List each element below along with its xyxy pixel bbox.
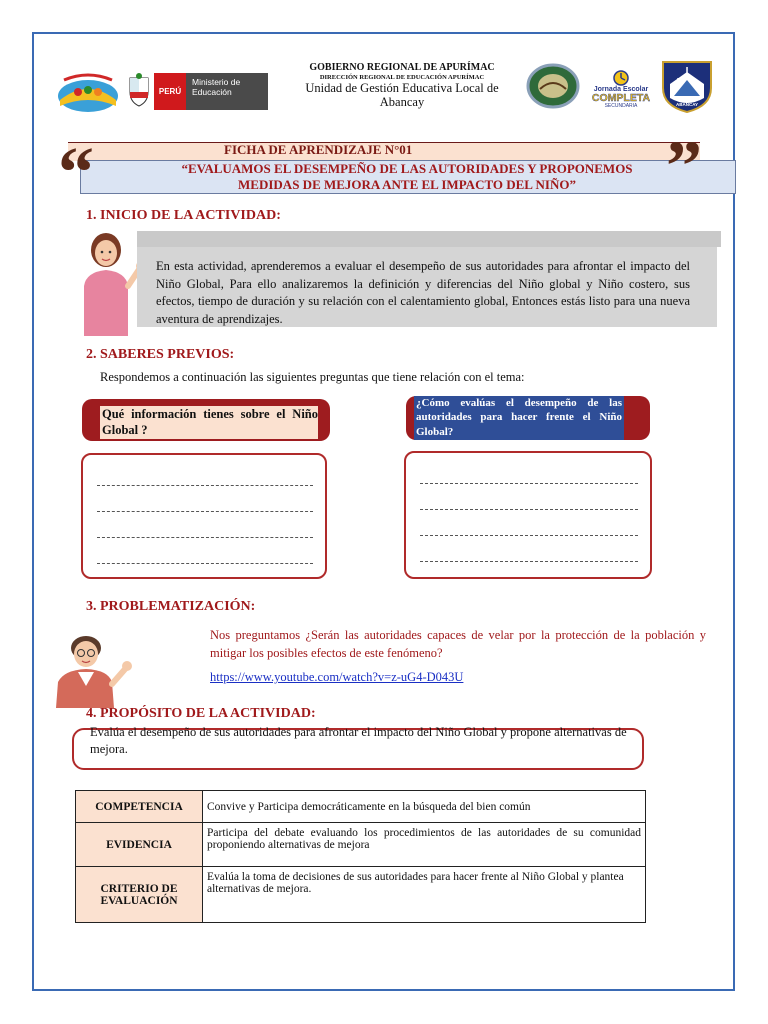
purpose-text: Evalúa el desempeño de sus autoridades para afrontar el impacto del Niño Global y propone alternativas de mejora. (90, 725, 627, 756)
main-title (92, 161, 722, 194)
ie-letters: I E (676, 66, 703, 88)
ministry-name: Ministerio de Educación (186, 73, 268, 110)
section-2-heading: 2. SABERES PREVIOS: (86, 347, 235, 362)
section-2-intro: Respondemos a continuación las siguientes preguntas que tiene relación con el tema: (100, 370, 525, 384)
intro-text: En esta actividad, aprenderemos a evaluar el desempeño de sus autoridades para afrontar el impacto del Niño Global, Para ello analizaremos la definición y diferencias del Niño global y Niño costero, sus efectos, tiempo de duración y su relación con el calentamiento global, Entonces estás listo para una nueva aventura de aprendizajes. (156, 259, 690, 326)
answer-line (420, 509, 638, 510)
answer-line (97, 485, 313, 486)
section-4-heading: 4. PROPÓSITO DE LA ACTIVIDAD: (86, 706, 316, 721)
intro-gray-bar (137, 231, 721, 247)
video-link[interactable]: https://www.youtube.com/watch?v=z-uG4-D043U (210, 670, 464, 684)
gov-line-1: GOBIERNO REGIONAL DE APURÍMAC (309, 62, 495, 73)
ficha-label: FICHA DE APRENDIZAJE N°01 (224, 142, 413, 157)
jornada-sub: SECUNDARIA (604, 103, 638, 110)
jornada-top: Jornada Escolar (593, 86, 649, 93)
criterio-value: Evalúa la toma de decisiones de sus autoridades para hacer frente al Niño Global y plantea alternativas de mejora. (203, 867, 646, 923)
main-title-line-2: MEDIDAS DE MEJORA ANTE EL IMPACTO DEL NIÑO” (238, 177, 576, 193)
answer-box-2[interactable] (404, 451, 652, 579)
close-quote-icon: ” (666, 126, 702, 206)
gov-line-2: DIRECCIÓN REGIONAL DE EDUCACIÓN APURÍMAC (319, 73, 485, 81)
answer-line (97, 563, 313, 564)
answer-line (97, 511, 313, 512)
open-quote-icon: “ (58, 132, 94, 212)
evidencia-label: EVIDENCIA (76, 823, 203, 867)
question-2-text: ¿Cómo evalúas el desempeño de las autoridades para hacer frente el Niño Global? (414, 396, 624, 440)
answer-line (420, 483, 638, 484)
minedu-logo (154, 73, 268, 110)
table-row (76, 823, 646, 867)
competencia-label: COMPETENCIA (76, 791, 203, 823)
ugel-seal-logo (526, 63, 580, 109)
evidencia-value: Participa del debate evaluando los procedimientos de las autoridades de su comunidad proponiendo alternativas de mejora (203, 823, 646, 867)
jornada-main: COMPLETA (591, 92, 651, 104)
apurimac-logo (56, 70, 120, 116)
competency-table (75, 790, 646, 923)
header-text (296, 62, 508, 110)
jornada-completa-logo (588, 68, 654, 112)
answer-line (97, 537, 313, 538)
peru-badge: PERÚ (154, 73, 186, 110)
answer-box-1[interactable] (81, 453, 327, 579)
problem-question: Nos preguntamos ¿Serán las autoridades capaces de velar por la protección de la población y mitigar los posibles efectos de este fenómeno? (210, 628, 706, 661)
criterio-label: CRITERIO DE EVALUACIÓN (76, 867, 203, 923)
ie-sub: ABANCAY (675, 102, 699, 107)
answer-line (420, 535, 638, 536)
section-3-heading: 3. PROBLEMATIZACIÓN: (86, 599, 256, 614)
section-1-heading: 1. INICIO DE LA ACTIVIDAD: (86, 208, 281, 223)
ie-shield-logo (660, 58, 714, 114)
question-1-text: Qué información tienes sobre el Niño Global ? (102, 407, 318, 438)
table-row (76, 867, 646, 923)
main-title-line-1: “EVALUAMOS EL DESEMPEÑO DE LAS AUTORIDADES Y PROPONEMOS (181, 161, 633, 176)
man-avatar (52, 628, 134, 708)
peru-shield-icon (128, 72, 150, 108)
answer-line (420, 561, 638, 562)
ugel-line: Unidad de Gestión Educativa Local de Abancay (305, 80, 499, 110)
competencia-value: Convive y Participa democráticamente en la búsqueda del bien común (203, 791, 646, 823)
table-row (76, 791, 646, 823)
